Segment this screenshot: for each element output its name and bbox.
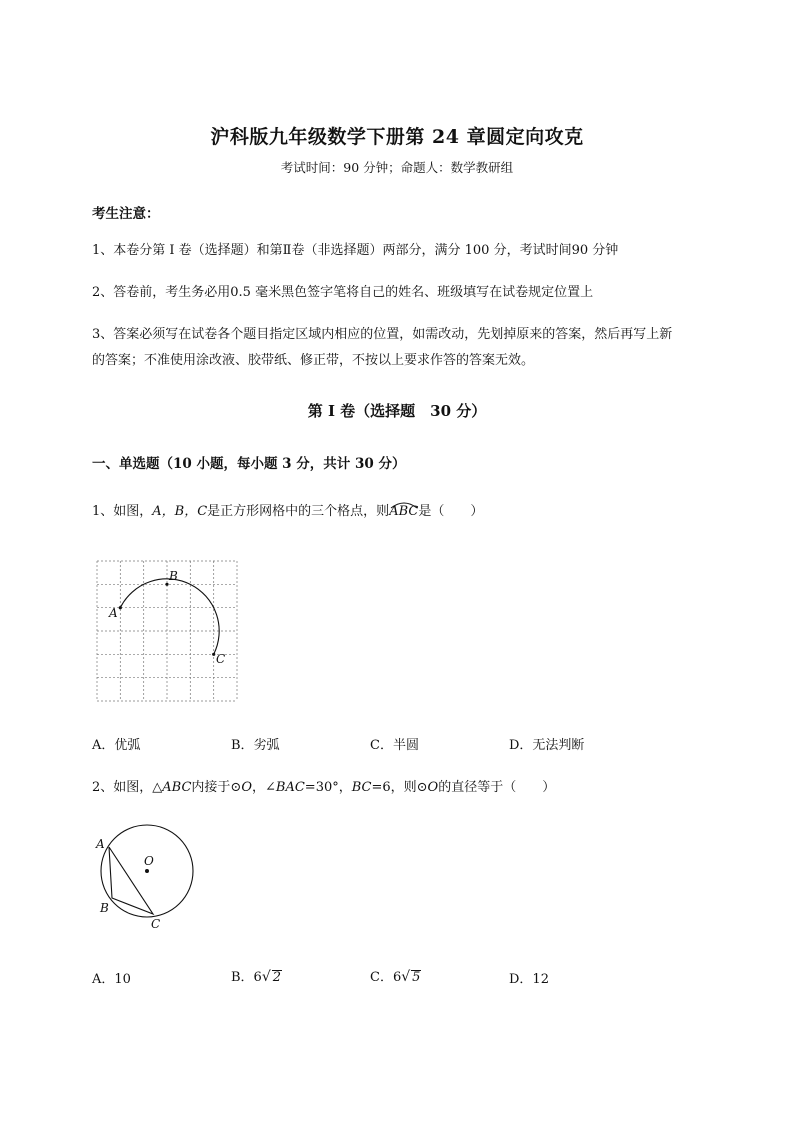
label-b: B: [169, 569, 178, 583]
label-c: C: [216, 652, 226, 666]
q2-text-5: =6，则⊙: [371, 780, 428, 795]
q1-option-a[interactable]: A．优弧: [92, 738, 141, 753]
q2-circle-figure: [92, 822, 202, 934]
label-b: B: [100, 901, 109, 915]
point-b: [165, 583, 168, 586]
notice-item-3-cont: 的答案；不准使用涂改液、胶带纸、修正带，不按以上要求作答的答案无效。: [92, 353, 535, 368]
section-title: 第 I 卷（选择题 30 分）: [307, 402, 487, 420]
point-a: [119, 606, 122, 609]
page-title: 沪科版九年级数学下册第 24 章圆定向攻克: [210, 126, 584, 148]
q1-arc-symbol: ABC: [389, 504, 418, 519]
q1-option-c[interactable]: C．半圆: [370, 738, 419, 753]
q1-points: A，B，C: [152, 504, 208, 519]
notice-heading: 考生注意：: [92, 206, 160, 222]
q2-side-bc: BC: [351, 780, 372, 795]
q1-prefix: 1、如图，: [92, 504, 153, 519]
label-a: A: [109, 606, 118, 620]
q1-suffix: 是（ ）: [418, 504, 484, 519]
sqrt-icon: √: [401, 969, 411, 985]
q1-middle: 是正方形网格中的三个格点，则: [207, 504, 390, 519]
q2-option-a[interactable]: A．10: [92, 972, 131, 987]
q2-text-1: 2、如图，△: [92, 780, 163, 795]
q2-option-d[interactable]: D．12: [509, 972, 549, 987]
grid-lines: [97, 561, 237, 701]
q2-circle-o-2: O: [427, 780, 439, 795]
center-o: [145, 869, 149, 873]
part-title: 一、单选题（10 小题，每小题 3 分，共计 30 分）: [92, 456, 406, 472]
q2-option-c[interactable]: C．6√ 5: [370, 969, 421, 985]
notice-item-3: 3、答案必须写在试卷各个题目指定区域内相应的位置，如需改动，先划掉原来的答案，然后再写上新: [92, 327, 673, 342]
label-c: C: [151, 917, 161, 931]
q2-text-6: 的直径等于（ ）: [438, 780, 556, 795]
arc-abc: [120, 579, 219, 654]
q2-text-3: ，∠: [252, 780, 276, 795]
label-o: O: [144, 854, 154, 868]
notice-item-2: 2、答卷前，考生务必用0.5 毫米黑色签字笔将自己的姓名、班级填写在试卷规定位置上: [92, 285, 594, 300]
q2-circle-o: O: [241, 780, 252, 795]
notice-item-1: 1、本卷分第 I 卷（选择题）和第Ⅱ卷（非选择题）两部分，满分 100 分，考试时间90 分钟: [92, 243, 619, 258]
arc-mark-icon: [389, 500, 419, 510]
q2-text-4: =30°，: [304, 780, 352, 795]
q2-angle: BAC: [275, 780, 305, 795]
label-a: A: [96, 837, 105, 851]
exam-info: 考试时间：90 分钟；命题人：数学教研组: [280, 160, 514, 175]
q1-option-b[interactable]: B．劣弧: [231, 738, 280, 753]
question-1: [92, 500, 483, 519]
q1-option-d[interactable]: D．无法判断: [509, 738, 585, 753]
q2-triangle: ABC: [162, 780, 192, 795]
q2-option-b[interactable]: B．6√ 2: [231, 969, 282, 985]
question-2: [92, 776, 555, 795]
q1-grid-figure: [92, 556, 242, 704]
q2-text-2: 内接于⊙: [191, 780, 242, 795]
point-c: [212, 653, 215, 656]
sqrt-icon: √: [261, 969, 271, 985]
